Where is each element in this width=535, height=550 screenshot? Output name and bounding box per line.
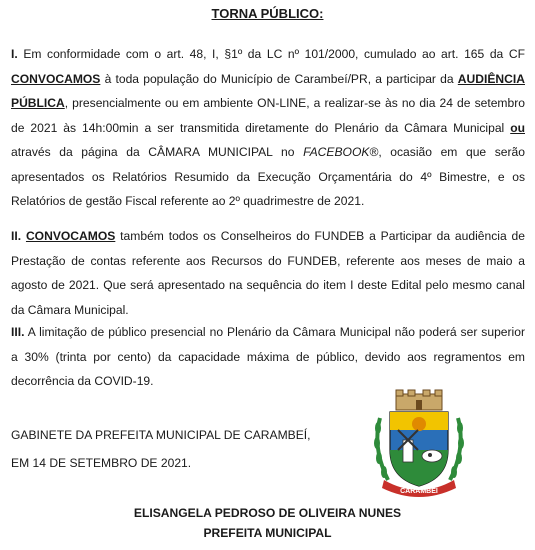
signature-name: ELISANGELA PEDROSO DE OLIVEIRA NUNES [133, 506, 402, 520]
section-1-facebook: FACEBOOK® [303, 145, 379, 159]
section-2-text: também todos os Conselheiros do FUNDEB a Participar da audiência de Prestação de contas referente aos Recursos do FUNDEB, referente aos meses de maio a agosto de 2021. Que será apresentado na sequência do item I deste Edital pelo mesmo canal da Câmara Municipal. [11, 229, 525, 317]
section-1-number: I. [11, 47, 18, 61]
section-2-number: II. [11, 229, 22, 243]
paragraph-section-1 [11, 42, 525, 214]
seal-ribbon-text: CARAMBEÍ [400, 488, 438, 495]
municipal-coat-of-arms-icon [370, 388, 468, 500]
section-3-number: III. [11, 325, 25, 339]
paragraph-section-3 [11, 320, 525, 394]
section-3-text: A limitação de público presencial no Plenário da Câmara Municipal não poderá ser superior a 30% (trinta por cento) da capacidade máxima de público, devido aos regramentos em decorrência da COVID-19. [11, 325, 525, 388]
section-1-ou: ou [510, 120, 525, 135]
section-2-convocamos: CONVOCAMOS [25, 229, 116, 243]
section-1-text-b: à toda população do Município de Carambeí/PR, a participar da [100, 71, 458, 86]
section-1-text-e: , ocasião em que serão apresentados os Relatórios Resumido da Execução Orçamentária do 4º Bimestre, e os Relatórios de gestão Fiscal referente ao 2º quadrimestre de 2021. [11, 145, 525, 208]
section-1-text-a: Em conformidade com o art. 48, I, §1º da LC nº 101/2000, cumulado ao art. 165 da CF [17, 47, 525, 61]
signature-title: PREFEITA MUNICIPAL [203, 526, 332, 540]
section-1-audiencia: AUDIÊNCIA PÚBLICA [11, 71, 525, 110]
closing-line-2: EM 14 DE SETEMBRO DE 2021. [11, 456, 192, 470]
section-1-text-c: , presencialmente ou em ambiente ON-LINE, a realizar-se às no dia 24 de setembro de 2021 às 14h:00min a ser transmitida diretamente do Plenário da Câmara Municipal [11, 96, 525, 135]
closing-line-1: GABINETE DA PREFEITA MUNICIPAL DE CARAMBEÍ, [11, 428, 311, 442]
paragraph-section-2 [11, 224, 525, 322]
section-1-convocamos: CONVOCAMOS [11, 71, 101, 86]
document-heading: TORNA PÚBLICO: [211, 6, 324, 21]
section-1-text-d: através da página da CÂMARA MUNICIPAL no [11, 145, 304, 159]
